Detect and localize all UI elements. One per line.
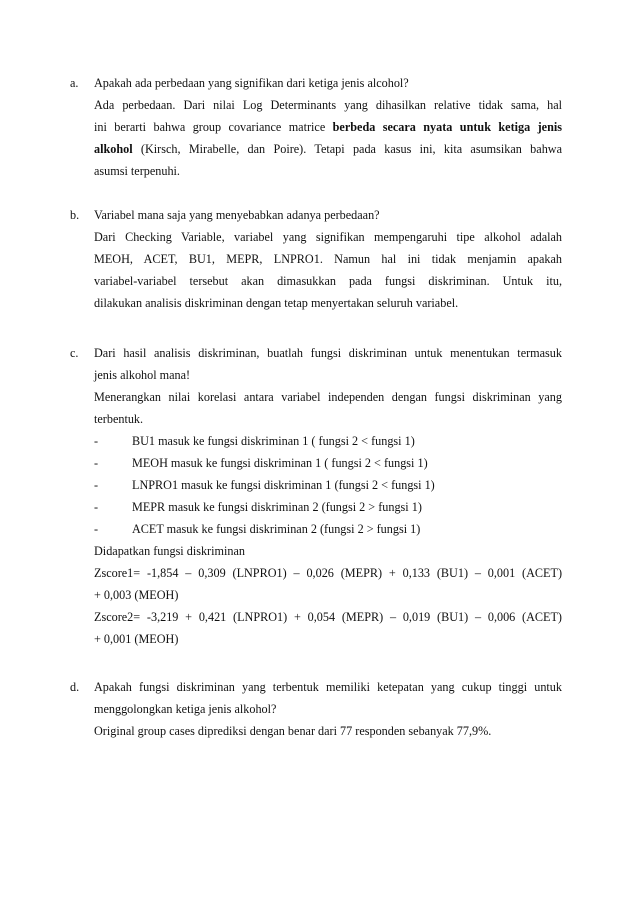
section-a-label: a.: [70, 76, 79, 90]
bullet-text: ACET masuk ke fungsi diskriminan 2 (fungsi 2 > fungsi 1): [132, 522, 421, 536]
section-a-answer-text: ini berarti bahwa group covariance matrice: [94, 120, 333, 134]
section-d-question-line-1: Apakah fungsi diskriminan yang terbentuk memiliki ketepatan yang cukup tinggi untuk: [94, 680, 562, 694]
section-a-question: Apakah ada perbedaan yang signifikan dari ketiga jenis alcohol?: [94, 76, 409, 90]
list-item: [94, 518, 562, 540]
list-item: [94, 474, 562, 496]
section-c-question-line-1: Dari hasil analisis diskriminan, buatlah fungsi diskriminan untuk menentukan termasuk: [94, 346, 562, 360]
section-b-answer-line-4: dilakukan analisis diskriminan dengan tetap menyertakan seluruh variabel.: [94, 296, 459, 310]
section-d-answer: Original group cases diprediksi dengan benar dari 77 responden sebanyak 77,9%.: [94, 724, 492, 738]
section-b-answer-line-2: MEOH, ACET, BU1, MEPR, LNPRO1. Namun hal ini tidak menjamin apakah: [94, 252, 562, 266]
bullet-text: BU1 masuk ke fungsi diskriminan 1 ( fungsi 2 < fungsi 1): [132, 434, 415, 448]
bullet-dash: -: [94, 522, 99, 536]
bullet-text: MEOH masuk ke fungsi diskriminan 1 ( fungsi 2 < fungsi 1): [132, 456, 428, 470]
zscore2-line-2: + 0,001 (MEOH): [94, 632, 179, 646]
section-b-answer-line-1: Dari Checking Variable, variabel yang signifikan mempengaruhi tipe alkohol adalah: [94, 230, 562, 244]
list-item: [94, 430, 562, 452]
section-b: [70, 204, 562, 314]
section-d-question-line-2: menggolongkan ketiga jenis alkohol?: [94, 702, 277, 716]
section-a-answer-line-2: [94, 116, 562, 138]
bullet-text: LNPRO1 masuk ke fungsi diskriminan 1 (fungsi 2 < fungsi 1): [132, 478, 435, 492]
section-d-label: d.: [70, 680, 80, 694]
section-c: [70, 342, 562, 650]
section-c-intro-line-2: terbentuk.: [94, 412, 144, 426]
section-c-result-title: Didapatkan fungsi diskriminan: [94, 544, 245, 558]
section-b-question: Variabel mana saja yang menyebabkan adanya perbedaan?: [94, 208, 380, 222]
section-a: [70, 72, 562, 182]
zscore1-line-1: Zscore1= -1,854 – 0,309 (LNPRO1) – 0,026 (MEPR) + 0,133 (BU1) – 0,001 (ACET): [94, 566, 562, 580]
section-c-label: c.: [70, 346, 79, 360]
section-b-answer-line-3: variabel-variabel tersebut akan dimasukkan pada fungsi diskriminan. Untuk itu,: [94, 274, 562, 288]
section-a-emphasis-1: berbeda secara nyata untuk ketiga jenis: [332, 120, 562, 134]
bullet-dash: -: [94, 478, 99, 492]
bullet-text: MEPR masuk ke fungsi diskriminan 2 (fungsi 2 > fungsi 1): [132, 500, 422, 514]
bullet-dash: -: [94, 456, 99, 470]
zscore1-line-2: + 0,003 (MEOH): [94, 588, 179, 602]
section-a-answer-text-2: (Kirsch, Mirabelle, dan Poire). Tetapi pada kasus ini, kita asumsikan bahwa: [132, 142, 562, 156]
bullet-dash: -: [94, 500, 99, 514]
bullet-dash: -: [94, 434, 99, 448]
section-d: [70, 676, 562, 742]
section-b-label: b.: [70, 208, 80, 222]
list-item: [94, 496, 562, 518]
list-item: [94, 452, 562, 474]
section-a-answer-line-1: Ada perbedaan. Dari nilai Log Determinants yang dihasilkan relative tidak sama, hal: [94, 98, 562, 112]
section-c-intro-line-1: Menerangkan nilai korelasi antara variabel independen dengan fungsi diskriminan yang: [94, 390, 562, 404]
section-c-question-line-2: jenis alkohol mana!: [94, 368, 191, 382]
section-a-answer-line-4: asumsi terpenuhi.: [94, 164, 180, 178]
section-a-answer-line-3: [94, 138, 562, 160]
zscore2-line-1: Zscore2= -3,219 + 0,421 (LNPRO1) + 0,054 (MEPR) – 0,019 (BU1) – 0,006 (ACET): [94, 610, 562, 624]
section-a-emphasis-2: alkohol: [94, 142, 133, 156]
